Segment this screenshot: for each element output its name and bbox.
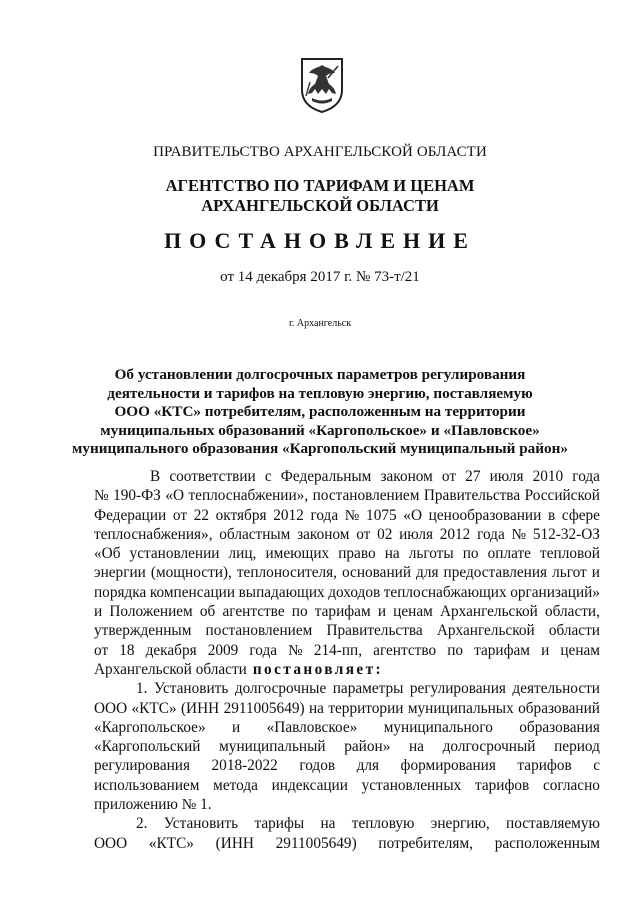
word: июля bbox=[489, 468, 524, 485]
word: индексации bbox=[271, 776, 348, 794]
word: 2018-2022 bbox=[211, 757, 278, 775]
word: образований bbox=[518, 699, 600, 717]
coat-of-arms-emblem bbox=[298, 56, 346, 114]
word: от bbox=[441, 468, 457, 485]
word: Установить bbox=[163, 815, 239, 833]
word: по bbox=[291, 603, 308, 621]
word: на bbox=[409, 738, 424, 756]
word: порядка bbox=[94, 583, 147, 601]
paragraph-line bbox=[94, 834, 600, 853]
word: № bbox=[511, 525, 527, 543]
word: потребителям, bbox=[378, 834, 473, 852]
word: теплоснабжении», bbox=[188, 487, 309, 505]
paragraph-line bbox=[94, 563, 600, 582]
word: соответствии bbox=[169, 468, 256, 485]
word: октября bbox=[215, 506, 267, 524]
word: льготы bbox=[408, 545, 454, 563]
word: использованием bbox=[94, 776, 200, 794]
paragraph-line bbox=[94, 718, 600, 737]
word: теплоснабжающих bbox=[383, 583, 507, 601]
word: ценообразовании bbox=[428, 506, 542, 524]
government-name: ПРАВИТЕЛЬСТВО АРХАНГЕЛЬСКОЙ ОБЛАСТИ bbox=[153, 144, 487, 160]
word: с bbox=[264, 468, 272, 485]
word: с bbox=[593, 757, 600, 775]
word: 2. bbox=[136, 815, 148, 833]
word: и bbox=[541, 641, 550, 659]
word: 190-ФЗ bbox=[113, 487, 161, 505]
subject-line: деятельности и тарифов на тепловую энергию, поставляемую bbox=[107, 384, 533, 402]
word: «Каргопольский bbox=[94, 738, 201, 756]
paragraph-line bbox=[94, 583, 600, 602]
line-text: Архангельской области bbox=[94, 660, 247, 678]
word: доходов bbox=[328, 583, 381, 601]
word: (ИНН bbox=[215, 834, 254, 852]
word: образования bbox=[519, 718, 600, 736]
word: 22 bbox=[193, 506, 209, 524]
word: областным bbox=[219, 525, 291, 543]
word: лиц, bbox=[228, 545, 257, 563]
word: 02 bbox=[377, 525, 393, 543]
paragraph-line bbox=[94, 699, 600, 718]
word: регулирования bbox=[94, 757, 191, 775]
word: постановлением bbox=[312, 487, 420, 505]
word: Федеральным bbox=[280, 468, 372, 485]
document-type: ПОСТАНОВЛЕНИЕ bbox=[164, 228, 476, 253]
word: (ИНН bbox=[180, 699, 220, 717]
word: долгосрочные bbox=[234, 680, 327, 698]
subject-line: Об установлении долгосрочных параметров регулирования bbox=[114, 366, 526, 383]
word: «Об bbox=[94, 545, 121, 563]
word: компенсации bbox=[149, 583, 236, 601]
paragraph-line bbox=[94, 776, 600, 795]
word: согласно bbox=[542, 776, 600, 794]
word: и bbox=[232, 718, 241, 736]
word: формирования bbox=[400, 757, 496, 775]
word: утвержденным bbox=[94, 622, 192, 640]
word: Правительства bbox=[423, 487, 521, 505]
word: Российской bbox=[524, 487, 600, 505]
word: об bbox=[199, 603, 216, 621]
word: 1075 bbox=[366, 506, 397, 524]
word: от bbox=[356, 525, 371, 543]
word: район» bbox=[344, 738, 391, 756]
word: право bbox=[338, 545, 376, 563]
word: муниципальный bbox=[219, 738, 326, 756]
word: тепловой bbox=[540, 545, 600, 563]
word: в bbox=[547, 506, 556, 524]
word: от bbox=[94, 641, 109, 659]
word: годов bbox=[299, 757, 336, 775]
word: Архангельской bbox=[436, 622, 535, 640]
word: 1. bbox=[136, 680, 148, 698]
paragraph-line bbox=[94, 795, 600, 814]
paragraph-line bbox=[94, 679, 600, 698]
word: 18 bbox=[119, 641, 135, 659]
word: 512-32-ОЗ bbox=[532, 525, 600, 543]
word: 2911005649) bbox=[275, 834, 357, 852]
word: декабря bbox=[145, 641, 197, 659]
paragraph-item-2 bbox=[94, 814, 600, 853]
word: ценам bbox=[393, 603, 433, 621]
word: долгосрочный bbox=[442, 738, 536, 756]
word: тарифам bbox=[474, 641, 530, 659]
word: энергии bbox=[94, 564, 146, 582]
word: ООО bbox=[94, 699, 128, 717]
word: установлении bbox=[129, 545, 220, 563]
word: «Каргопольское» bbox=[94, 718, 206, 736]
paragraph-item-1 bbox=[94, 679, 600, 795]
word: «Павловское» bbox=[266, 718, 358, 736]
decree-verb: постановляет: bbox=[252, 660, 384, 678]
word: по bbox=[462, 545, 479, 563]
word: законом bbox=[380, 468, 433, 485]
word: 2012 bbox=[439, 525, 471, 543]
word: и bbox=[591, 564, 600, 582]
word: территории bbox=[328, 699, 404, 717]
word: муниципальных bbox=[407, 699, 514, 717]
word: законом bbox=[297, 525, 350, 543]
word: области, bbox=[544, 603, 600, 621]
word: расположенным bbox=[494, 834, 600, 852]
word: поставляемую bbox=[506, 815, 600, 833]
agency-name-line-2: АРХАНГЕЛЬСКОЙ ОБЛАСТИ bbox=[201, 196, 439, 215]
paragraph-line bbox=[94, 602, 600, 621]
paragraph-line bbox=[94, 506, 600, 525]
word: оснований bbox=[342, 564, 412, 582]
subject-line: муниципального образования «Каргопольский муниципальный район» bbox=[72, 440, 568, 458]
document-city: г. Архангельск bbox=[288, 318, 352, 329]
word: 2010 bbox=[532, 468, 564, 485]
word: оплате bbox=[487, 545, 531, 563]
line-text: приложению № 1. bbox=[94, 796, 212, 814]
word: Правительства bbox=[326, 622, 423, 640]
word: «КТС» bbox=[148, 834, 194, 852]
word: для bbox=[356, 757, 380, 775]
word: «О bbox=[165, 487, 185, 505]
word: агентство bbox=[373, 641, 437, 659]
word: ценам bbox=[560, 641, 600, 659]
word: Положением bbox=[109, 603, 193, 621]
word: тарифам bbox=[314, 603, 371, 621]
word: 2012 bbox=[273, 506, 304, 524]
word: июля bbox=[399, 525, 433, 543]
word: от bbox=[172, 506, 188, 524]
paragraph-line bbox=[94, 467, 600, 486]
subject-line: муниципальных образований «Каргопольское» и «Павловское» bbox=[100, 421, 540, 439]
word: предоставления bbox=[443, 564, 548, 582]
word: В bbox=[150, 468, 161, 485]
word: по bbox=[447, 641, 464, 659]
word: сфере bbox=[561, 506, 600, 524]
word: теплоносителя, bbox=[236, 564, 337, 582]
word: тарифов bbox=[517, 757, 572, 775]
paragraph-line bbox=[94, 486, 600, 505]
paragraph-line bbox=[94, 814, 600, 833]
word: Архангельской bbox=[439, 603, 538, 621]
word: имеющих bbox=[265, 545, 330, 563]
agency-name bbox=[0, 176, 640, 216]
word: № bbox=[344, 506, 360, 524]
word: 2911005649) bbox=[223, 699, 305, 717]
paragraph-line bbox=[94, 544, 600, 563]
word: теплоснабжения», bbox=[94, 525, 213, 543]
word: «О bbox=[403, 506, 422, 524]
word: ООО bbox=[94, 834, 128, 852]
word: года bbox=[310, 506, 339, 524]
paragraph-line bbox=[94, 756, 600, 775]
document-body bbox=[94, 467, 600, 853]
word: и bbox=[94, 603, 103, 621]
word: «КТС» bbox=[131, 699, 177, 717]
word: 214-пп, bbox=[313, 641, 363, 659]
paragraph-line bbox=[94, 737, 600, 756]
word: на bbox=[320, 815, 336, 833]
word: года bbox=[477, 525, 505, 543]
document-subject bbox=[0, 366, 640, 459]
word: агентстве bbox=[222, 603, 285, 621]
word: деятельности bbox=[512, 680, 600, 698]
word: Установить bbox=[153, 680, 229, 698]
word: тарифы bbox=[254, 815, 305, 833]
word: параметры bbox=[332, 680, 404, 698]
word: выпадающих bbox=[238, 583, 325, 601]
word: тепловую bbox=[351, 815, 415, 833]
word: для bbox=[416, 564, 439, 582]
word: на bbox=[384, 545, 400, 563]
word: муниципального bbox=[383, 718, 493, 736]
word: энергию, bbox=[430, 815, 490, 833]
word: № bbox=[94, 487, 109, 505]
document-date-number: от 14 декабря 2017 г. № 73-т/21 bbox=[220, 269, 420, 285]
word: на bbox=[308, 699, 324, 717]
word: льгот bbox=[552, 564, 587, 582]
word: регулирования bbox=[409, 680, 506, 698]
word: года bbox=[572, 468, 600, 485]
word: период bbox=[554, 738, 600, 756]
paragraph-line bbox=[94, 641, 600, 660]
paragraph-line bbox=[94, 525, 600, 544]
word: области bbox=[548, 622, 600, 640]
word: 2009 bbox=[207, 641, 239, 659]
word: года bbox=[249, 641, 278, 659]
paragraph-line bbox=[94, 621, 600, 640]
agency-name-line-1: АГЕНТСТВО ПО ТАРИФАМ И ЦЕНАМ bbox=[165, 176, 475, 195]
word: № bbox=[288, 641, 303, 659]
word: установленных bbox=[361, 776, 462, 794]
word: Федерации bbox=[94, 506, 167, 524]
word: тарифов bbox=[474, 776, 530, 794]
word: метода bbox=[213, 776, 258, 794]
subject-line: ООО «КТС» потребителям, расположенным на территории bbox=[114, 403, 526, 421]
word: постановлением bbox=[205, 622, 313, 640]
paragraph-preamble bbox=[94, 467, 600, 660]
word: организаций» bbox=[510, 583, 600, 601]
paragraph-line bbox=[94, 660, 600, 679]
word: (мощности), bbox=[150, 564, 232, 582]
word: 27 bbox=[465, 468, 481, 485]
word: и bbox=[377, 603, 386, 621]
